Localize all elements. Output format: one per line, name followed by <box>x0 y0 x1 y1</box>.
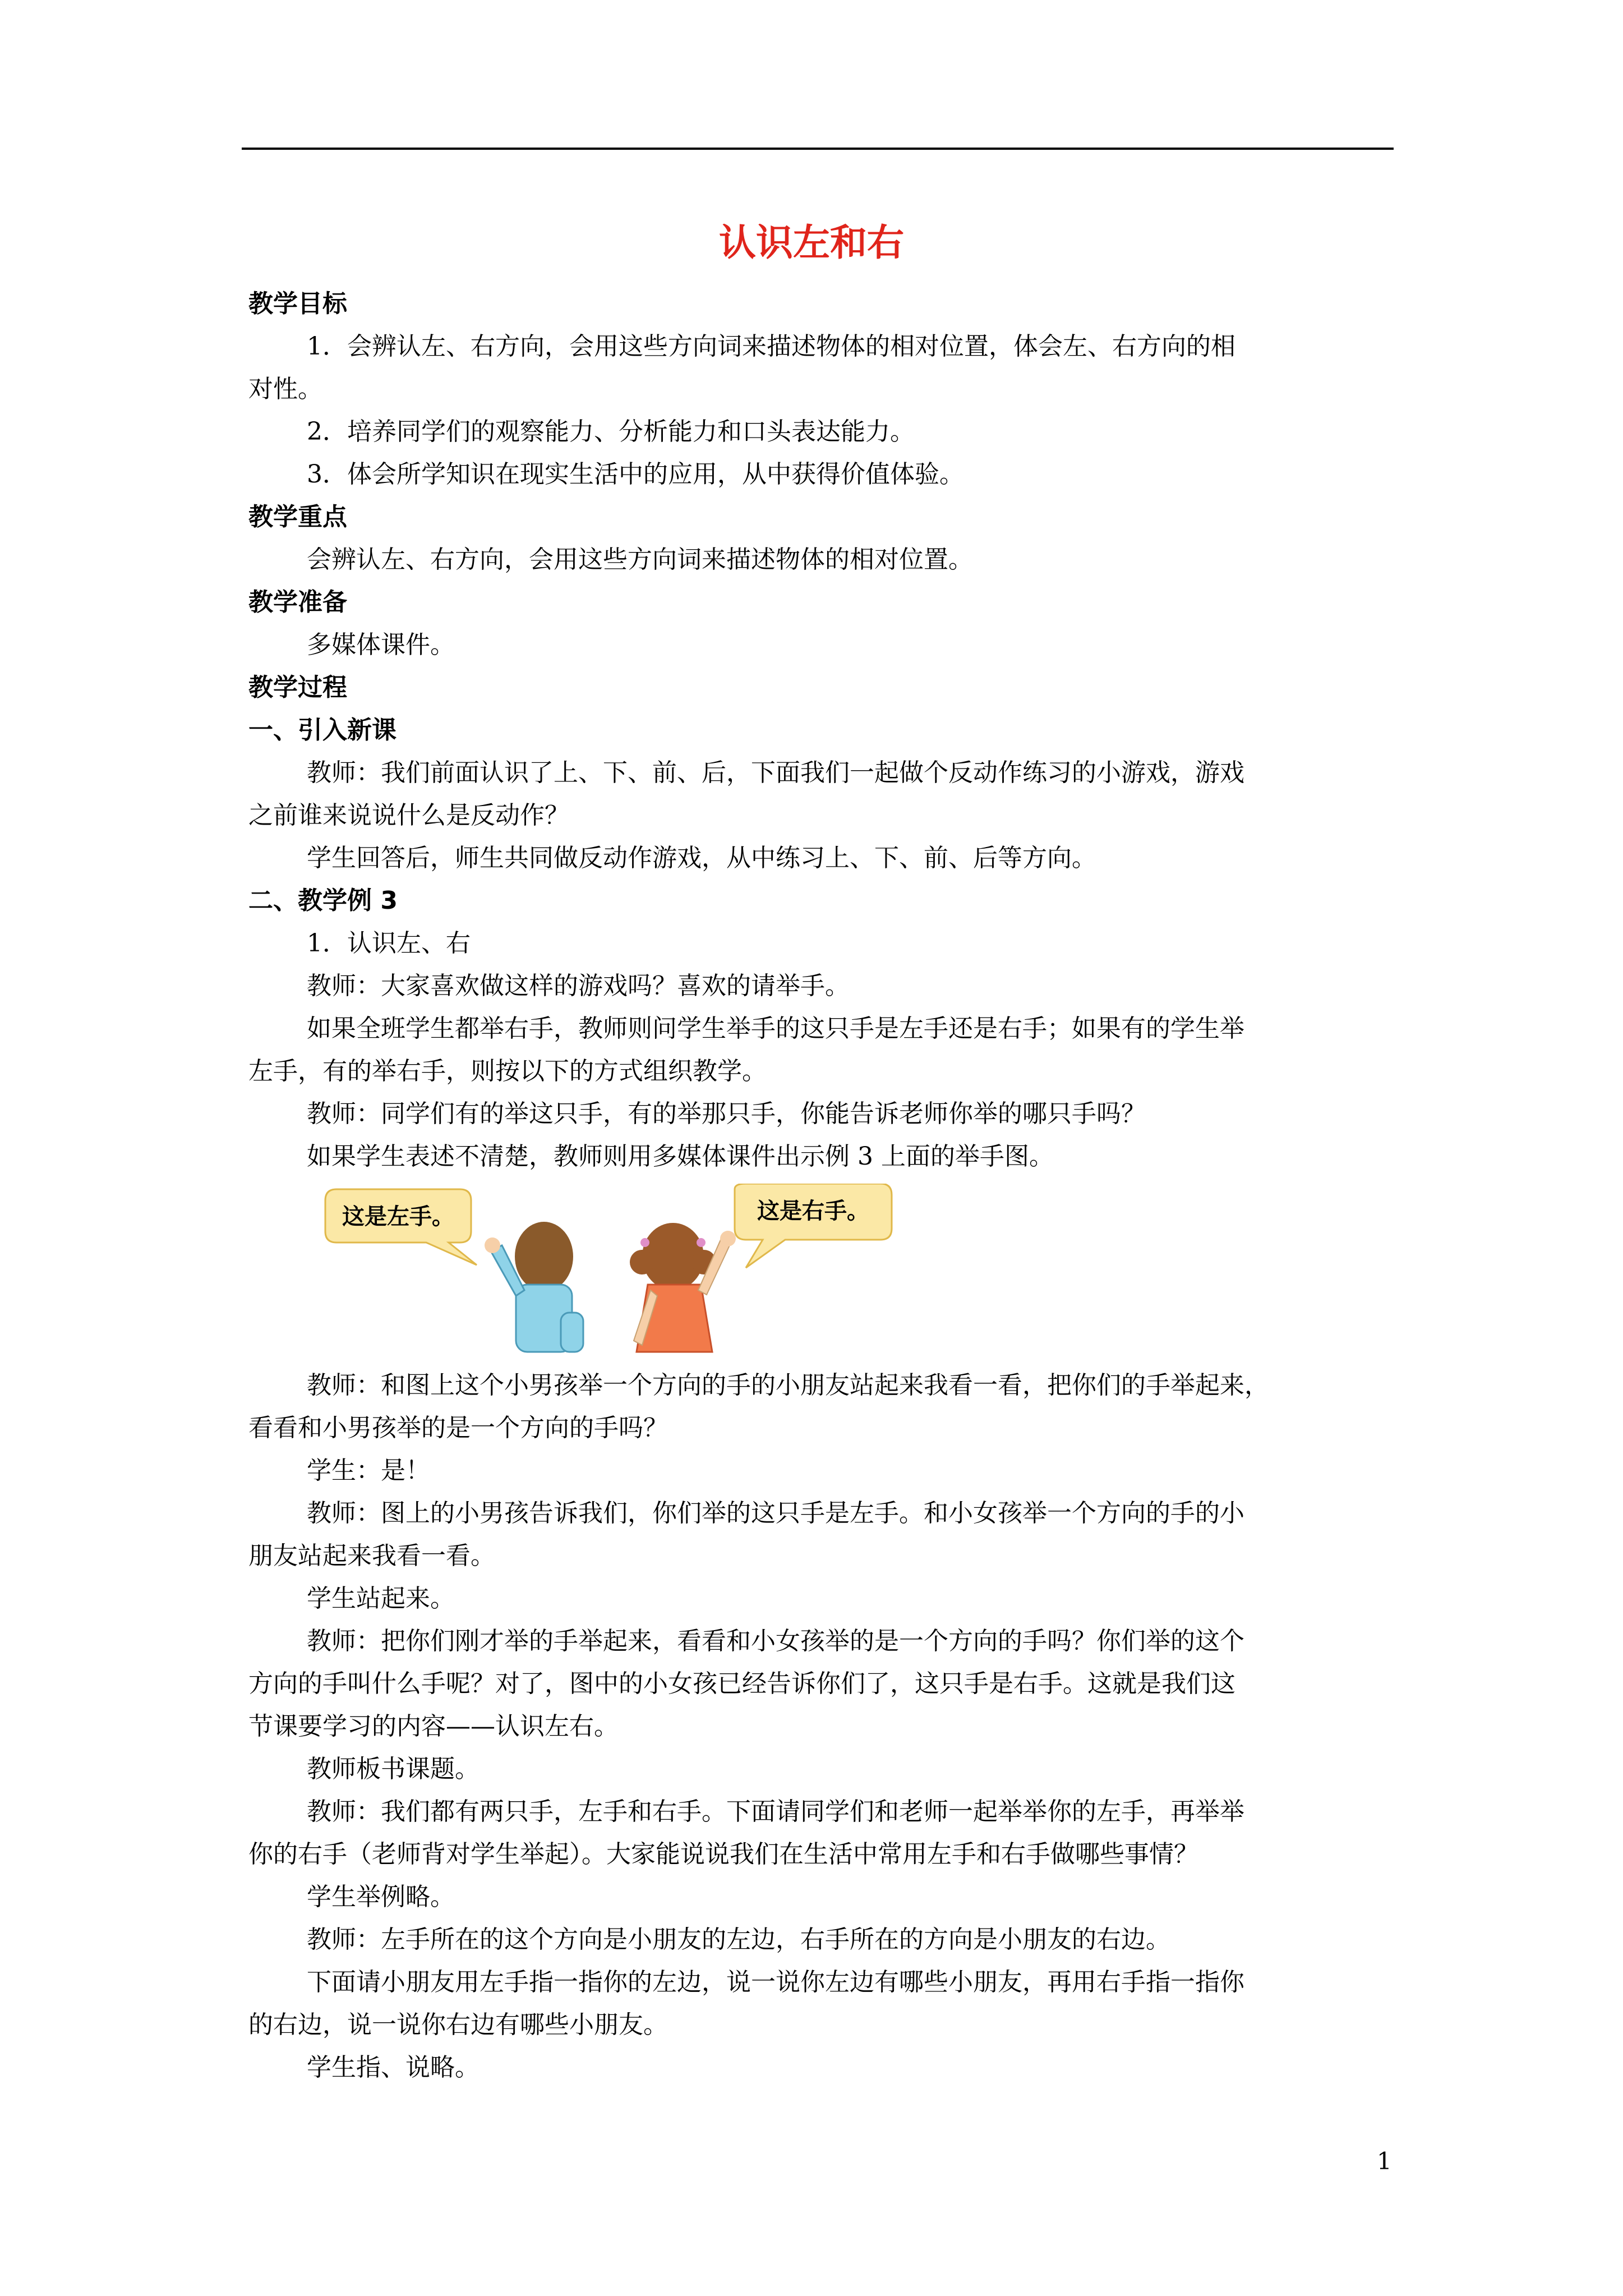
paragraph-line: 朋友站起来我看一看。 <box>248 1542 495 1570</box>
paragraph-line: 如果学生表述不清楚，教师则用多媒体课件出示例 3 上面的举手图。 <box>307 1142 1054 1171</box>
paragraph-line: 学生指、说略。 <box>307 2053 479 2082</box>
paragraph-line: 教师：我们前面认识了上、下、前、后，下面我们一起做个反动作练习的小游戏，游戏 <box>307 758 1244 787</box>
paragraph-line: 学生：是！ <box>307 1456 430 1485</box>
heading-section-1: 一、引入新课 <box>248 716 396 744</box>
paragraph-line: 对性。 <box>248 375 322 403</box>
boy-figure <box>485 1222 583 1352</box>
header-rule <box>242 148 1394 150</box>
paragraph-line: 你的右手（老师背对学生举起）。大家能说说我们在生活中常用左手和右手做哪些事情？ <box>248 1840 1198 1869</box>
paragraph-line: 1．会辨认左、右方向，会用这些方向词来描述物体的相对位置，体会左、右方向的相 <box>307 332 1235 361</box>
paragraph-line: 如果全班学生都举右手，教师则问学生举手的这只手是左手还是右手；如果有的学生举 <box>307 1014 1244 1043</box>
paragraph-line: 多媒体课件。 <box>307 631 455 659</box>
paragraph-line: 学生回答后，师生共同做反动作游戏，从中练习上、下、前、后等方向。 <box>307 844 1096 872</box>
girl-figure <box>630 1223 736 1352</box>
bubble-left-text: 这是左手。 <box>342 1204 454 1230</box>
paragraph-line: 1．认识左、右 <box>307 929 471 958</box>
paragraph-line: 教师：把你们刚才举的手举起来，看看和小女孩举的是一个方向的手吗？你们举的这个 <box>307 1627 1244 1655</box>
raising-hands-illustration <box>314 1184 903 1363</box>
paragraph-line: 方向的手叫什么手呢？对了，图中的小女孩已经告诉你们了，这只手是右手。这就是我们这 <box>248 1669 1235 1698</box>
paragraph-line: 教师：图上的小男孩告诉我们，你们举的这只手是左手。和小女孩举一个方向的手的小 <box>307 1499 1244 1527</box>
paragraph-line: 左手，有的举右手，则按以下的方式组织教学。 <box>248 1057 767 1085</box>
paragraph-line: 2．培养同学们的观察能力、分析能力和口头表达能力。 <box>307 417 915 446</box>
paragraph-line: 3．体会所学知识在现实生活中的应用，从中获得价值体验。 <box>307 460 964 489</box>
paragraph-line: 节课要学习的内容——认识左右。 <box>248 1712 619 1741</box>
speech-bubble-right <box>735 1184 892 1268</box>
document-title: 认识左和右 <box>719 221 904 264</box>
paragraph-line: 学生站起来。 <box>307 1584 455 1613</box>
paragraph-line: 教师：大家喜欢做这样的游戏吗？喜欢的请举手。 <box>307 972 850 1000</box>
paragraph-line: 教师：我们都有两只手，左手和右手。下面请同学们和老师一起举举你的左手，再举举 <box>307 1797 1244 1826</box>
paragraph-line: 会辨认左、右方向，会用这些方向词来描述物体的相对位置。 <box>307 545 973 574</box>
paragraph-line: 看看和小男孩举的是一个方向的手吗？ <box>248 1414 668 1442</box>
heading-objectives: 教学目标 <box>248 289 347 318</box>
paragraph-line: 教师：和图上这个小男孩举一个方向的手的小朋友站起来我看一看，把你们的手举起来， <box>307 1371 1269 1400</box>
paragraph-line: 教师：左手所在的这个方向是小朋友的左边，右手所在的方向是小朋友的右边。 <box>307 1925 1170 1954</box>
page-number: 1 <box>1377 2147 1392 2175</box>
heading-process: 教学过程 <box>248 673 347 702</box>
bubble-right-text: 这是右手。 <box>757 1198 869 1224</box>
heading-key-points: 教学重点 <box>248 503 347 531</box>
paragraph-line: 下面请小朋友用左手指一指你的左边，说一说你左边有哪些小朋友，再用右手指一指你 <box>307 1968 1244 1996</box>
heading-section-2: 二、教学例 3 <box>248 886 398 915</box>
paragraph-line: 的右边，说一说你右边有哪些小朋友。 <box>248 2010 668 2039</box>
paragraph-line: 学生举例略。 <box>307 1883 455 1911</box>
paragraph-line: 教师：同学们有的举这只手，有的举那只手，你能告诉老师你举的哪只手吗？ <box>307 1099 1146 1128</box>
heading-preparation: 教学准备 <box>248 588 347 616</box>
paragraph-line: 教师板书课题。 <box>307 1755 479 1783</box>
paragraph-line: 之前谁来说说什么是反动作？ <box>248 801 569 830</box>
